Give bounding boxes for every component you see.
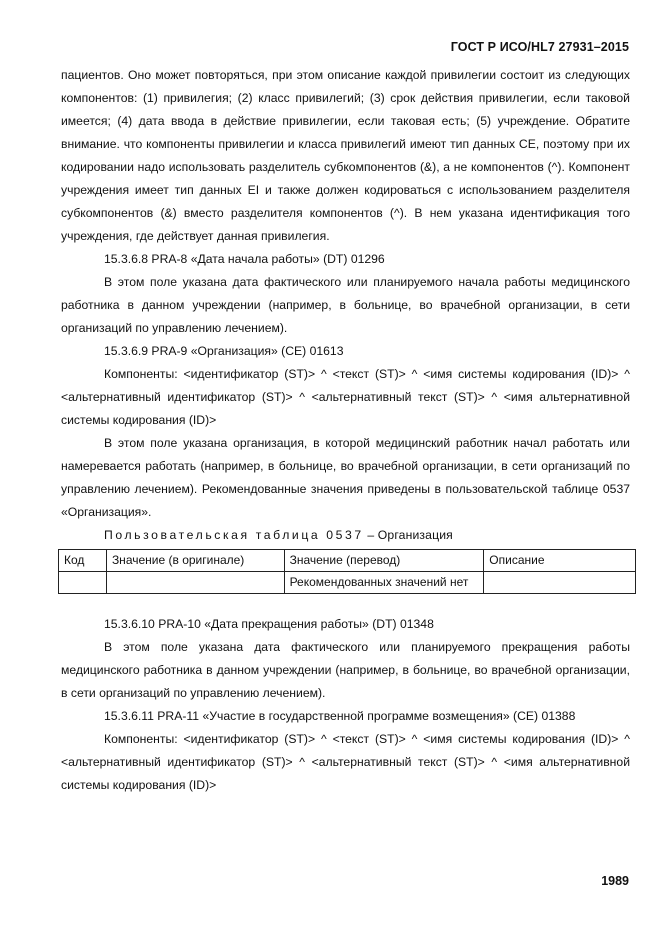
organization-table — [58, 549, 636, 594]
table-cell-value-translation: Рекомендованных значений нет — [284, 572, 484, 594]
column-header-value-original: Значение (в оригинале) — [106, 550, 284, 572]
table-caption-title: – Организация — [363, 528, 453, 542]
paragraph-pra-10-description: В этом поле указана дата фактического или планируемого прекращения работы медицинского работника в данном учреждении (например, в больнице, во врачебной организации, в сети организаций по управлению лечением). — [61, 640, 630, 700]
paragraph-pra-9-components: Компоненты: <идентификатор (ST)> ^ <текст (ST)> ^ <имя системы кодирования (ID)> ^ <альтернативный идентификатор (ST)> ^ <альтернативный текст (ST)> ^ <имя альтернативной системы кодирования (ID)> — [61, 367, 630, 427]
table-caption — [61, 524, 630, 547]
paragraph-pra-8-description: В этом поле указана дата фактического или планируемого начала работы медицинского работника в данном учреждении (например, в больнице, во врачебной организации, в сети организаций по управлению лечением). — [61, 275, 630, 335]
column-header-value-translation: Значение (перевод) — [284, 550, 484, 572]
page-body — [61, 64, 630, 797]
table-cell-description — [484, 572, 636, 594]
table-cell-value-original — [106, 572, 284, 594]
column-header-code: Код — [59, 550, 107, 572]
paragraph-pra-9-description: В этом поле указана организация, в которой медицинский работник начал работать или намеревается работать (например, в больнице, во врачебной организации, в сети организаций по управлению лечением). Рекомендованные значения приведены в пользовательской таблице 0537 «Организация». — [61, 436, 630, 519]
table-row — [59, 572, 636, 594]
section-heading-pra-8: 15.3.6.8 PRA-8 «Дата начала работы» (DT) 01296 — [104, 252, 385, 266]
page-number: 1989 — [601, 874, 629, 888]
table-header-row — [59, 550, 636, 572]
paragraph-pra-11-components: Компоненты: <идентификатор (ST)> ^ <текст (ST)> ^ <имя системы кодирования (ID)> ^ <альтернативный идентификатор (ST)> ^ <альтернативный текст (ST)> ^ <имя альтернативной системы кодирования (ID)> — [61, 732, 630, 792]
paragraph-privileges-continued: пациентов. Оно может повторяться, при этом описание каждой привилегии состоит из следующих компонентов: (1) привилегия; (2) класс привилегий; (3) срок действия привилегии, если таковой имеется; (4) дата ввода в действие привилегии, если таковая есть; (5) учреждение. Обратите внимание. что компоненты привилегии и класса привилегий имеют тип данных СЕ, поэтому при их кодировании надо использовать разделитель субкомпонентов (&), а не компонентов (^). Компонент учреждения имеет тип данных EI и также должен кодироваться с использованием разделителя субкомпонентов (&) вместо разделителя компонентов (^). В нем указана идентификация того учреждения, где действует данная привилегия. — [61, 68, 630, 243]
table-cell-code — [59, 572, 107, 594]
column-header-description: Описание — [484, 550, 636, 572]
table-caption-label: Пользовательская таблица 0537 — [104, 528, 364, 542]
document-header: ГОСТ Р ИСО/HL7 27931–2015 — [450, 40, 629, 54]
section-heading-pra-9: 15.3.6.9 PRA-9 «Организация» (СЕ) 01613 — [104, 344, 344, 358]
section-heading-pra-10: 15.3.6.10 PRA-10 «Дата прекращения работы» (DT) 01348 — [104, 617, 434, 631]
section-heading-pra-11: 15.3.6.11 PRA-11 «Участие в государственной программе возмещения» (СЕ) 01388 — [104, 709, 576, 723]
